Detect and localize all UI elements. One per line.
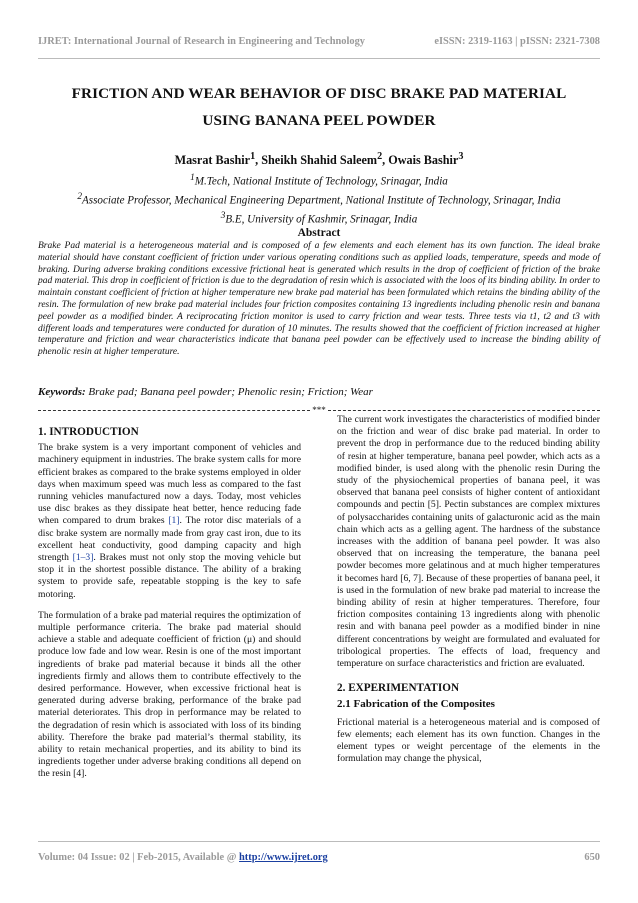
journal-url-link[interactable]: http://www.ijret.org [239,852,328,863]
intro-paragraph-1: The brake system is a very important component of vehicles and machinery equipment in industries. The brake system calls for more efficient brakes as compared to the brake systems employed in older days when maximum speed was much less as compared to the fast running vehicles manufactured now a days. Today, most vehicles use disc brakes as they dissipate heat better, hence reducing fade when compared to drum brakes [1]. The rotor disc materials of a disc brake system are normally made from gray cast iron, due to its excellent heat conductivity, good damping capacity and high strength [1–3]. Brakes must not only stop the moving vehicle but stop it in the shortest possible distance. The ability of a braking system to provide safe, repeatable stopping is the key to safe motoring. [38,442,301,600]
abstract-heading: Abstract [297,227,341,239]
fabrication-paragraph: Frictional material is a heterogeneous material and is composed of few elements; each element has its own function. Changes in the element types or weight percentage of the elements in the formulation may change the physical, [337,716,600,765]
title-line-2: USING BANANA PEEL POWDER [202,112,436,129]
abstract-text: Brake Pad material is a heterogeneous material and is composed of a few elements and each element has its own function. The ideal brake material should have constant coefficient of friction under various operating conditions such as applied loads, temperature, speeds and mode of braking. During adverse braking conditions excessive frictional heat is generated which results in the drop of coefficient of friction of the brake pad material. This drop in coefficient of friction is due to the degradation of resin which is associated with the loos of its binding ability. In order to maintain constant coefficient of friction at higher temperature new brake pad material has been formulated which retains the binding ability of the resin. The formulation of new brake pad material includes four friction composites containing 13 ingredients including phenolic resin and banana peel powder as a modified binder. A reciprocating friction monitor is used to carry friction and wear tests. Three tests via t1, t2 and t3 with different loads and temperatures were conducted for duration of 10 minutes. The results showed that the coefficient of friction increased at higher temperature and friction and wear characteristics indicate that banana peel powder can be effectively used to increase the binding ability of phenolic resin at higher temperature. [38,241,600,358]
affiliations [30,171,608,228]
citation-link[interactable]: [1–3] [72,552,94,564]
issn: eISSN: 2319-1163 | pISSN: 2321-7308 [434,36,600,47]
experimentation-heading: 2. EXPERIMENTATION [337,682,460,695]
citation-link[interactable]: [1] [168,515,180,527]
affiliation-3: $^3$B.E, University of Kashmir, Srinagar, India [220,210,418,226]
author-3: Owais Bashir [388,153,459,168]
affiliation-1: $^1$M.Tech, National Institute of Technology, Srinagar, India [190,173,448,188]
right-column [337,414,600,774]
introduction-heading: 1. INTRODUCTION [38,426,139,438]
author-2: Sheikh Shahid Saleem [261,153,378,168]
separator-stars: *** [312,405,326,415]
page-number: 650 [584,852,600,863]
keywords [38,386,600,398]
affiliation-2: $^2$Associate Professor, Mechanical Engineering Department, National Institute of Technology, Srinagar, India [77,191,561,207]
separator-dash-right [328,410,600,411]
running-header [38,36,600,47]
keywords-label: Keywords: [38,386,86,398]
keywords-text: Brake pad; Banana peel powder; Phenolic resin; Friction; Wear [88,386,373,398]
header-rule [38,58,600,59]
paper-title [36,80,602,134]
author-list: Masrat Bashir$^1$, Sheikh Shahid Saleem$^2$, Owais Bashir$^3$ [174,151,464,168]
author-1: Masrat Bashir [174,153,251,168]
title-line-1: FRICTION AND WEAR BEHAVIOR OF DISC BRAKE PAD MATERIAL [71,85,567,102]
footer-rule [38,841,600,842]
running-footer [38,852,600,863]
author-3-sup: 3 [458,151,464,162]
separator-dash-left [38,410,310,411]
volume-info: Volume: 04 Issue: 02 | Feb-2015, Available @ http://www.ijret.org [38,852,328,863]
journal-name: IJRET: International Journal of Research in Engineering and Technology [38,36,365,47]
left-column [38,426,301,790]
author-2-sup: 2 [377,151,383,162]
intro-paragraph-3: The current work investigates the characteristics of modified binder on the friction and wear of disc brake pad material. In order to prevent the drop in performance due to the reduced binding ability of resin at higher temperature, banana peel powder, which acts as a modified binder, is used along with the phenolic resin During the study of the physiochemical properties of banana peel, it was observed that banana peel consists of higher content of antioxidant compounds and pectin [5]. Pectin substances are complex mixtures of polysaccharides containing units of galacturonic acid as the main chain which acts as a gelling agent. The hardness of the substance increases with the addition of banana peel powder. It was also observed that on increasing the temperature, the banana peel powder becomes more gelatinous and at much higher temperatures it becomes hard [6, 7]. Because of these properties of banana peel, it is used in the formulation of new brake pad material to increase the binding ability of resin at higher temperatures. Therefore, four friction composites containing 13 ingredients along with phenolic resin and with banana peel powder as a modified binder in nine different concentrations by weight are formulated and evaluated for tribological properties. The effects of load, frequency and temperature on surface characteristics and friction are evaluated. [337,414,600,670]
fabrication-subheading: 2.1 Fabrication of the Composites [337,698,495,711]
intro-paragraph-2: The formulation of a brake pad material requires the optimization of multiple performance criteria. The brake pad material should achieve a stable and adequate coefficient of friction (μ) and should produce low fade and low wear. Resin is one of the most important ingredients of brake pad material because it binds all the other ingredients firmly and allows them to contribute effectively to the desired performance. However, when excessive frictional heat is generated during adverse braking, performance of the brake pad material deteriorates. This drop in performance may be related to the degradation of resin which is associated with loss of its binding ability. Therefore the brake pad material’s thermal stability, its ability to retain mechanical properties, and its ability to bind its ingredients together under adverse braking conditions all depend on the resin [4]. [38,609,301,780]
author-1-sup: 1 [250,151,256,162]
